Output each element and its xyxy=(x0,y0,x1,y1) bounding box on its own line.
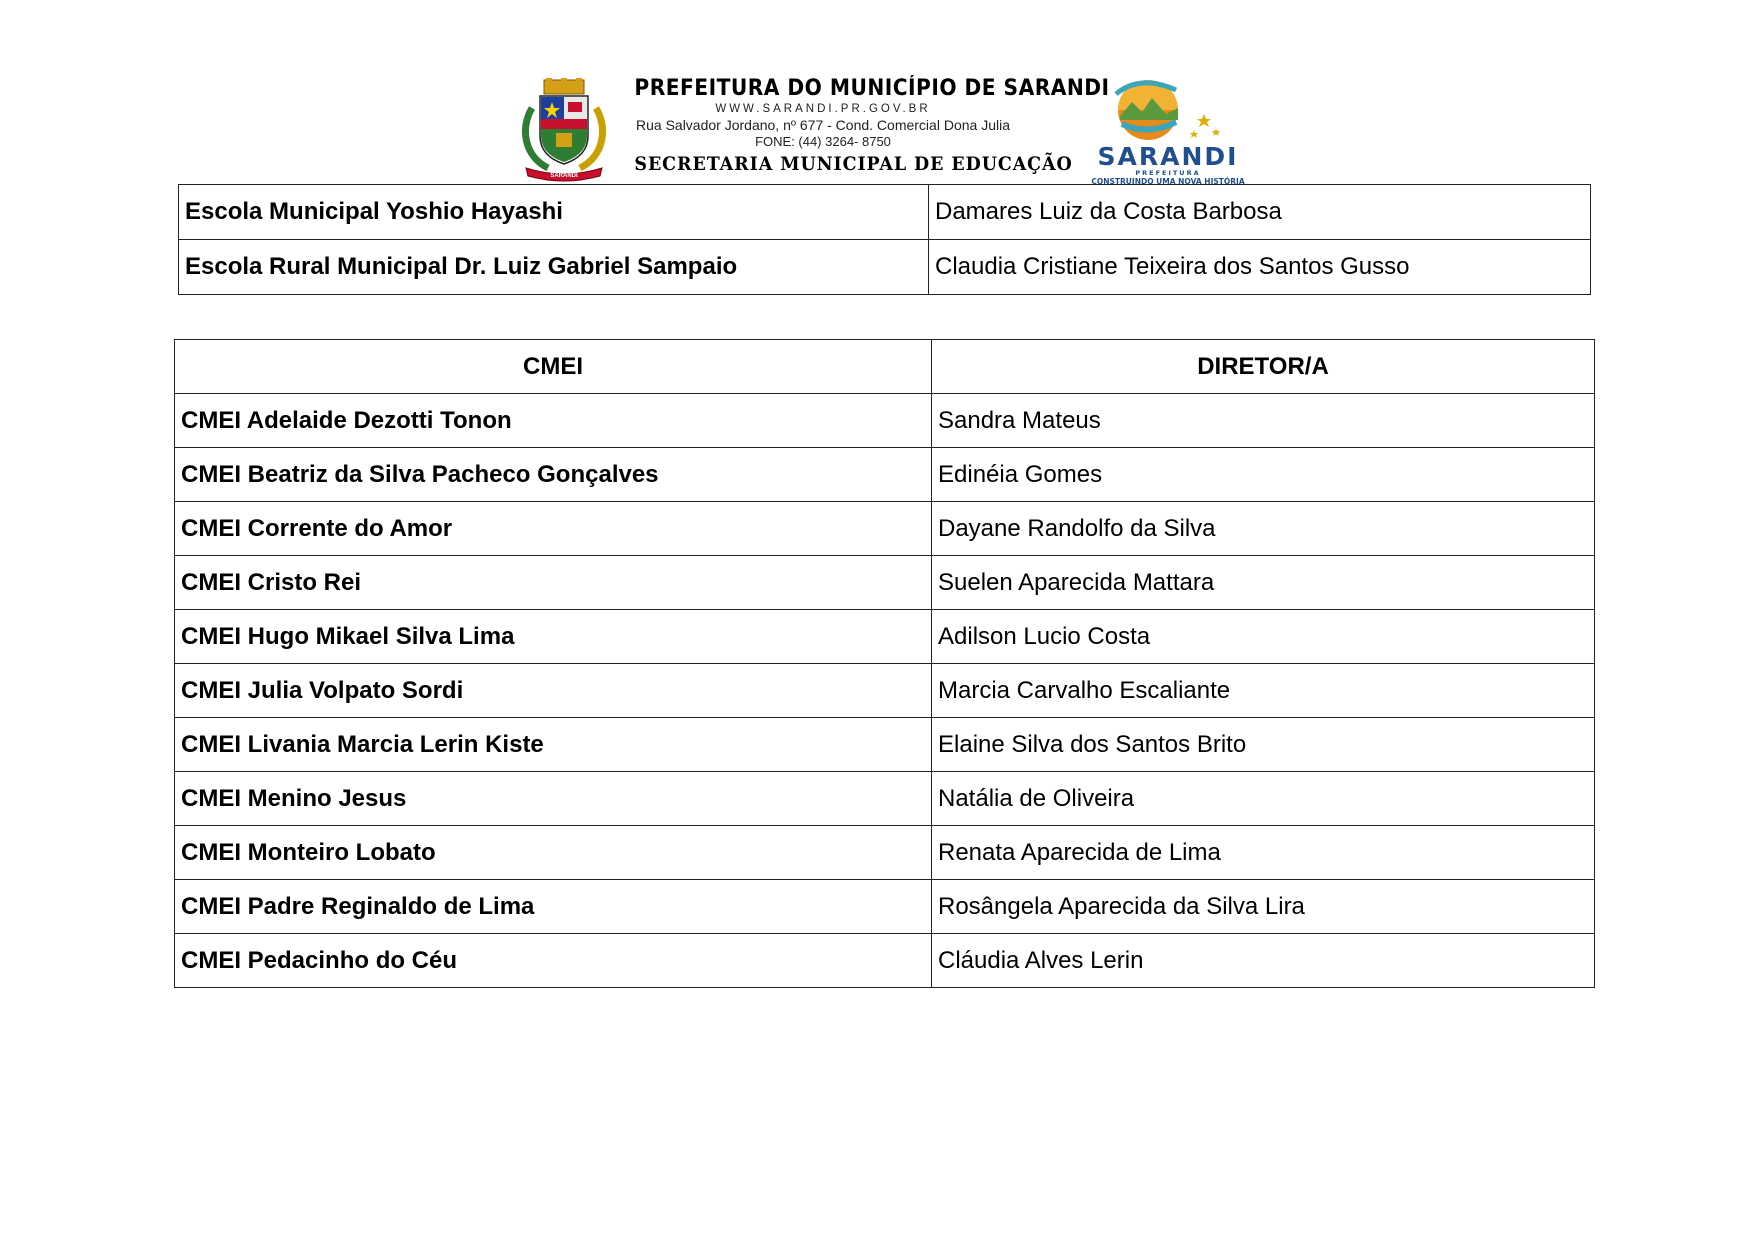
logo-tagline-text: CONSTRUINDO UMA NOVA HISTÓRIA xyxy=(1091,177,1245,186)
schools-table xyxy=(178,184,1591,295)
table-row xyxy=(175,880,1595,934)
table-row xyxy=(175,826,1595,880)
school-name-cell: Escola Rural Municipal Dr. Luiz Gabriel Sampaio xyxy=(179,240,929,295)
table-row xyxy=(175,448,1595,502)
director-name-cell: Rosângela Aparecida da Silva Lira xyxy=(932,880,1595,934)
table-row xyxy=(175,556,1595,610)
website-text: WWW.SARANDI.PR.GOV.BR xyxy=(715,103,931,115)
table-row xyxy=(179,185,1591,240)
cmei-name-cell: CMEI Julia Volpato Sordi xyxy=(175,664,932,718)
logo-subtitle: PREFEITURA xyxy=(1135,169,1201,177)
table-header-row xyxy=(175,340,1595,394)
table-row xyxy=(175,934,1595,988)
crest-ribbon-text: SARANDI xyxy=(550,173,578,179)
director-name-cell: Suelen Aparecida Mattara xyxy=(932,556,1595,610)
table-row xyxy=(175,394,1595,448)
cmei-name-cell: CMEI Hugo Mikael Silva Lima xyxy=(175,610,932,664)
table-row xyxy=(175,610,1595,664)
cmei-name-cell: CMEI Monteiro Lobato xyxy=(175,826,932,880)
coat-of-arms-icon xyxy=(518,78,610,182)
cmei-name-cell: CMEI Adelaide Dezotti Tonon xyxy=(175,394,932,448)
municipality-title: PREFEITURA DO MUNICÍPIO DE SARANDI xyxy=(634,76,1110,101)
school-name-cell: Escola Municipal Yoshio Hayashi xyxy=(179,185,929,240)
cmei-name-cell: CMEI Padre Reginaldo de Lima xyxy=(175,880,932,934)
sarandi-emblem-icon xyxy=(1090,76,1246,142)
director-name-cell: Marcia Carvalho Escaliante xyxy=(932,664,1595,718)
letterhead xyxy=(518,76,1248,184)
director-name-cell: Natália de Oliveira xyxy=(932,772,1595,826)
cmei-name-cell: CMEI Livania Marcia Lerin Kiste xyxy=(175,718,932,772)
cmei-name-cell: CMEI Beatriz da Silva Pacheco Gonçalves xyxy=(175,448,932,502)
sarandi-logo xyxy=(1090,76,1246,184)
director-column-header: DIRETOR/A xyxy=(932,340,1595,394)
table-row xyxy=(175,772,1595,826)
director-name-cell: Elaine Silva dos Santos Brito xyxy=(932,718,1595,772)
logo-name: SARANDI xyxy=(1097,142,1239,171)
director-name-cell: Edinéia Gomes xyxy=(932,448,1595,502)
letterhead-text xyxy=(618,76,1110,176)
cmei-name-cell: CMEI Corrente do Amor xyxy=(175,502,932,556)
director-name-cell: Sandra Mateus xyxy=(932,394,1595,448)
table-row xyxy=(179,240,1591,295)
cmei-name-cell: CMEI Cristo Rei xyxy=(175,556,932,610)
director-name-cell: Cláudia Alves Lerin xyxy=(932,934,1595,988)
director-name-cell: Renata Aparecida de Lima xyxy=(932,826,1595,880)
phone-text: FONE: (44) 3264- 8750 xyxy=(755,134,891,149)
table-row xyxy=(175,664,1595,718)
director-name-cell: Claudia Cristiane Teixeira dos Santos Gusso xyxy=(929,240,1591,295)
cmei-name-cell: CMEI Menino Jesus xyxy=(175,772,932,826)
address-text: Rua Salvador Jordano, nº 677 - Cond. Comercial Dona Julia xyxy=(636,117,1010,133)
cmei-table xyxy=(174,339,1595,988)
director-name-cell: Damares Luiz da Costa Barbosa xyxy=(929,185,1591,240)
cmei-name-cell: CMEI Pedacinho do Céu xyxy=(175,934,932,988)
table-row xyxy=(175,718,1595,772)
director-name-cell: Dayane Randolfo da Silva xyxy=(932,502,1595,556)
table-row xyxy=(175,502,1595,556)
department-title: SECRETARIA MUNICIPAL DE EDUCAÇÃO xyxy=(634,153,1073,175)
director-name-cell: Adilson Lucio Costa xyxy=(932,610,1595,664)
cmei-column-header: CMEI xyxy=(175,340,932,394)
